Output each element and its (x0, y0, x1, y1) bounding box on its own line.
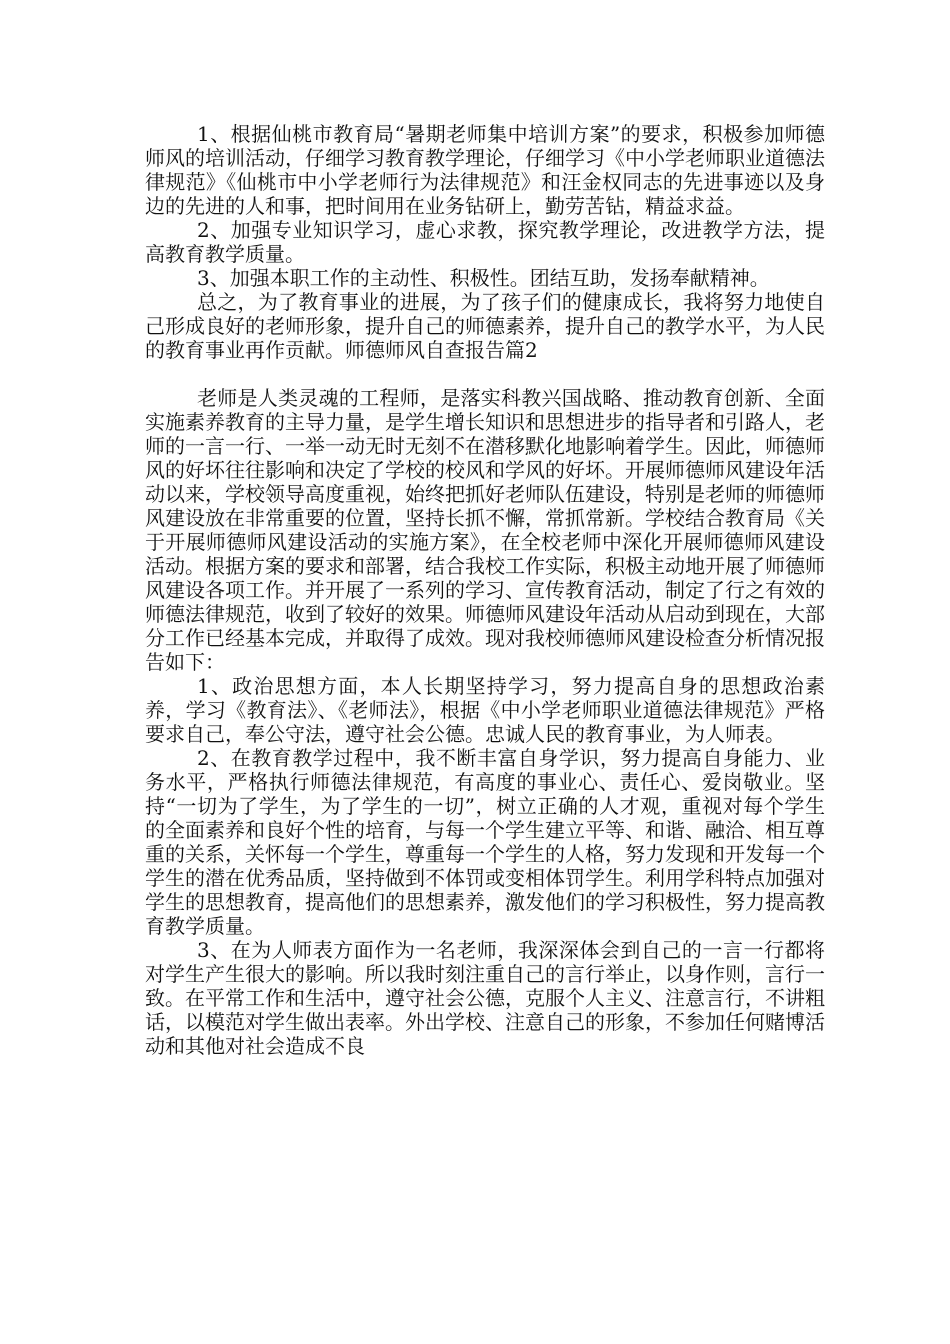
paragraph-1: 1、根据仙桃市教育局“暑期老师集中培训方案”的要求，积极参加师德师风的培训活动，仔细学习教育教学理论，仔细学习《中小学老师职业道德法律规范》《仙桃市中小学老师行为法律规范》和汪金权同志的先进事迹以及身边的先进的人和事，把时间用在业务钻研上，勤劳苦钻，精益求益。 (145, 122, 825, 218)
paragraph-3: 3、加强本职工作的主动性、积极性。团结互助，发扬奉献精神。 (197, 266, 770, 290)
paragraph-8: 3、在为人师表方面作为一名老师，我深深体会到自己的一言一行都将对学生产生很大的影响。所以我时刻注重自己的言行举止，以身作则，言行一致。在平常工作和生活中，遵守社会公德，克服个人主义、注意言行，不讲粗话，以模范对学生做出表率。外出学校、注意自己的形象，不参加任何赌博活动和其他对社会造成不良 (145, 938, 825, 1058)
paragraph-6: 1、政治思想方面，本人长期坚持学习，努力提高自身的思想政治素养，学习《教育法》、《老师法》，根据《中小学老师职业道德法律规范》严格要求自己，奉公守法，遵守社会公德。忠诚人民的教育事业，为人师表。 (145, 674, 825, 746)
paragraph-spacer (145, 362, 825, 386)
paragraph-7: 2、在教育教学过程中，我不断丰富自身学识，努力提高自身能力、业务水平，严格执行师德法律规范，有高度的事业心、责任心、爱岗敬业。坚持“一切为了学生，为了学生的一切”，树立正确的人才观，重视对每个学生的全面素养和良好个性的培育，与每一个学生建立平等、和谐、融洽、相互尊重的关系，关怀每一个学生，尊重每一个学生的人格，努力发现和开发每一个学生的潜在优秀品质，坚持做到不体罚或变相体罚学生。利用学科特点加强对学生的思想教育，提高他们的思想素养，激发他们的学习积极性，努力提高教育教学质量。 (145, 746, 825, 938)
paragraph-5: 老师是人类灵魂的工程师，是落实科教兴国战略、推动教育创新、全面实施素养教育的主导力量，是学生增长知识和思想进步的指导者和引路人，老师的一言一行、一举一动无时无刻不在潜移默化地影响着学生。因此，师德师风的好坏往往影响和决定了学校的校风和学风的好坏。开展师德师风建设年活动以来，学校领导高度重视，始终把抓好老师队伍建设，特别是老师的师德师风建设放在非常重要的位置，坚持长抓不懈，常抓常新。学校结合教育局《关于开展师德师风建设活动的实施方案》，在全校老师中深化开展师德师风建设活动。根据方案的要求和部署，结合我校工作实际，积极主动地开展了师德师风建设各项工作。并开展了一系列的学习、宣传教育活动，制定了行之有效的师德法律规范，收到了较好的效果。师德师风建设年活动从启动到现在，大部分工作已经基本完成，并取得了成效。现对我校师德师风建设检查分析情况报告如下： (145, 386, 825, 674)
paragraph-4: 总之，为了教育事业的进展，为了孩子们的健康成长，我将努力地使自己形成良好的老师形象，提升自己的师德素养，提升自己的教学水平，为人民的教育事业再作贡献。师德师风自查报告篇2 (145, 290, 825, 362)
paragraph-2: 2、加强专业知识学习，虚心求教，探究教学理论，改进教学方法，提高教育教学质量。 (145, 218, 825, 266)
document-body (145, 122, 825, 1058)
